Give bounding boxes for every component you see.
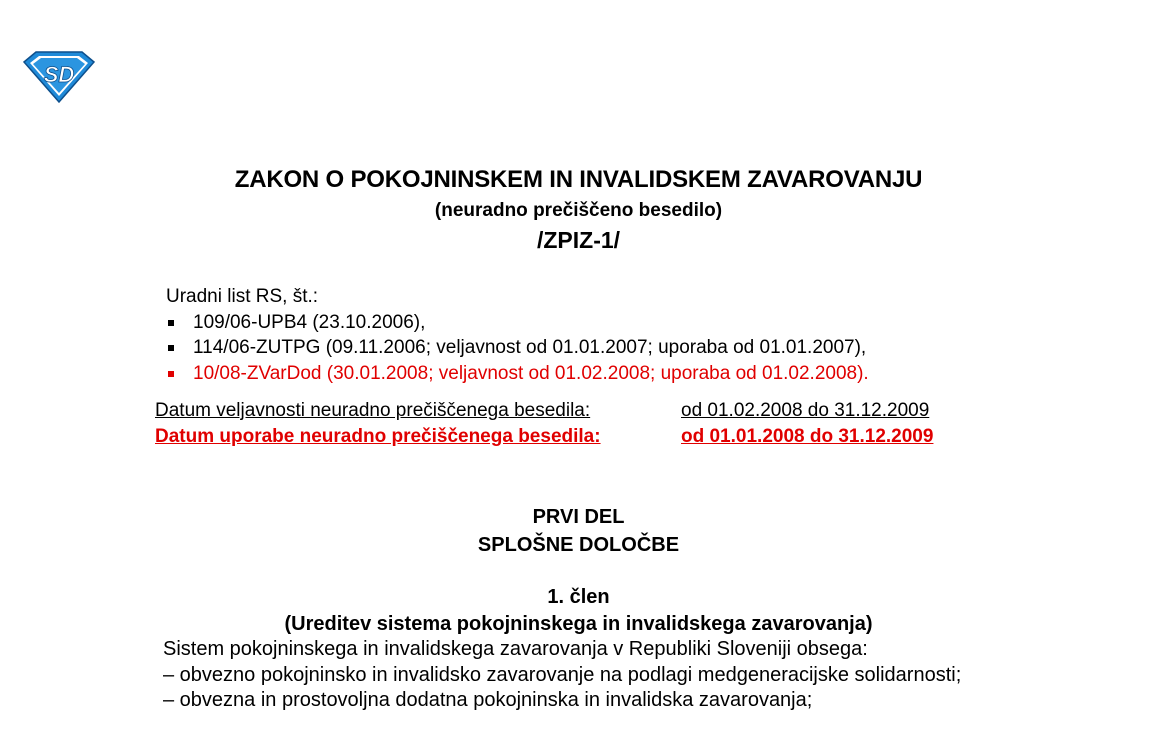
gazette-item-latest bbox=[166, 361, 869, 387]
document-subtitle: (neuradno prečiščeno besedilo) bbox=[434, 200, 723, 221]
gazette-item bbox=[166, 310, 869, 336]
article-number: 1. člen bbox=[547, 586, 610, 608]
use-date-label: Datum uporabe neuradno prečiščenega besedila: bbox=[155, 426, 601, 447]
gazette-item-text: 10/08-ZVarDod (30.01.2008; veljavnost od 01.02.2008; uporaba od 01.02.2008). bbox=[193, 362, 869, 384]
part-title: SPLOŠNE DOLOČBE bbox=[477, 534, 680, 556]
article-line: – obvezna in prostovoljna dodatna pokojninska in invalidska zavarovanja; bbox=[163, 689, 813, 711]
logo-lettering: SD bbox=[43, 62, 75, 87]
document-code: /ZPIZ-1/ bbox=[536, 227, 621, 253]
square-bullet-icon bbox=[168, 320, 174, 326]
article-intro: Sistem pokojninskega in invalidskega zavarovanja v Republiki Sloveniji obsega: bbox=[163, 638, 868, 660]
gazette-list bbox=[166, 310, 869, 387]
part-heading bbox=[0, 503, 1157, 559]
gazette-heading: Uradni list RS, št.: bbox=[166, 286, 319, 307]
article-heading bbox=[0, 584, 1157, 638]
part-label: PRVI DEL bbox=[532, 506, 625, 528]
gazette-item-text: 114/06-ZUTPG (09.11.2006; veljavnost od 01.01.2007; uporaba od 01.01.2007), bbox=[193, 337, 867, 358]
article-title: (Ureditev sistema pokojninskega in invalidskega zavarovanja) bbox=[284, 613, 873, 635]
validity-date-row bbox=[155, 398, 933, 424]
use-date-value: od 01.01.2008 do 31.12.2009 bbox=[681, 426, 934, 447]
validity-date-label: Datum veljavnosti neuradno prečiščenega besedila: bbox=[155, 400, 591, 421]
validity-date-value: od 01.02.2008 do 31.12.2009 bbox=[681, 400, 930, 421]
use-date-row bbox=[155, 424, 933, 450]
square-bullet-icon bbox=[168, 345, 174, 351]
gazette-references bbox=[166, 284, 869, 386]
document-title: ZAKON O POKOJNINSKEM IN INVALIDSKEM ZAVAROVANJU bbox=[234, 166, 923, 193]
gazette-item-text: 109/06-UPB4 (23.10.2006), bbox=[193, 311, 426, 333]
square-bullet-icon bbox=[168, 371, 174, 377]
article-body bbox=[139, 637, 1023, 714]
gazette-item bbox=[166, 335, 869, 361]
consolidation-dates bbox=[155, 398, 933, 450]
article-line: – obvezno pokojninsko in invalidsko zavarovanje na podlagi medgeneracijske solidarnosti; bbox=[163, 663, 962, 686]
sd-logo-icon bbox=[22, 50, 96, 104]
